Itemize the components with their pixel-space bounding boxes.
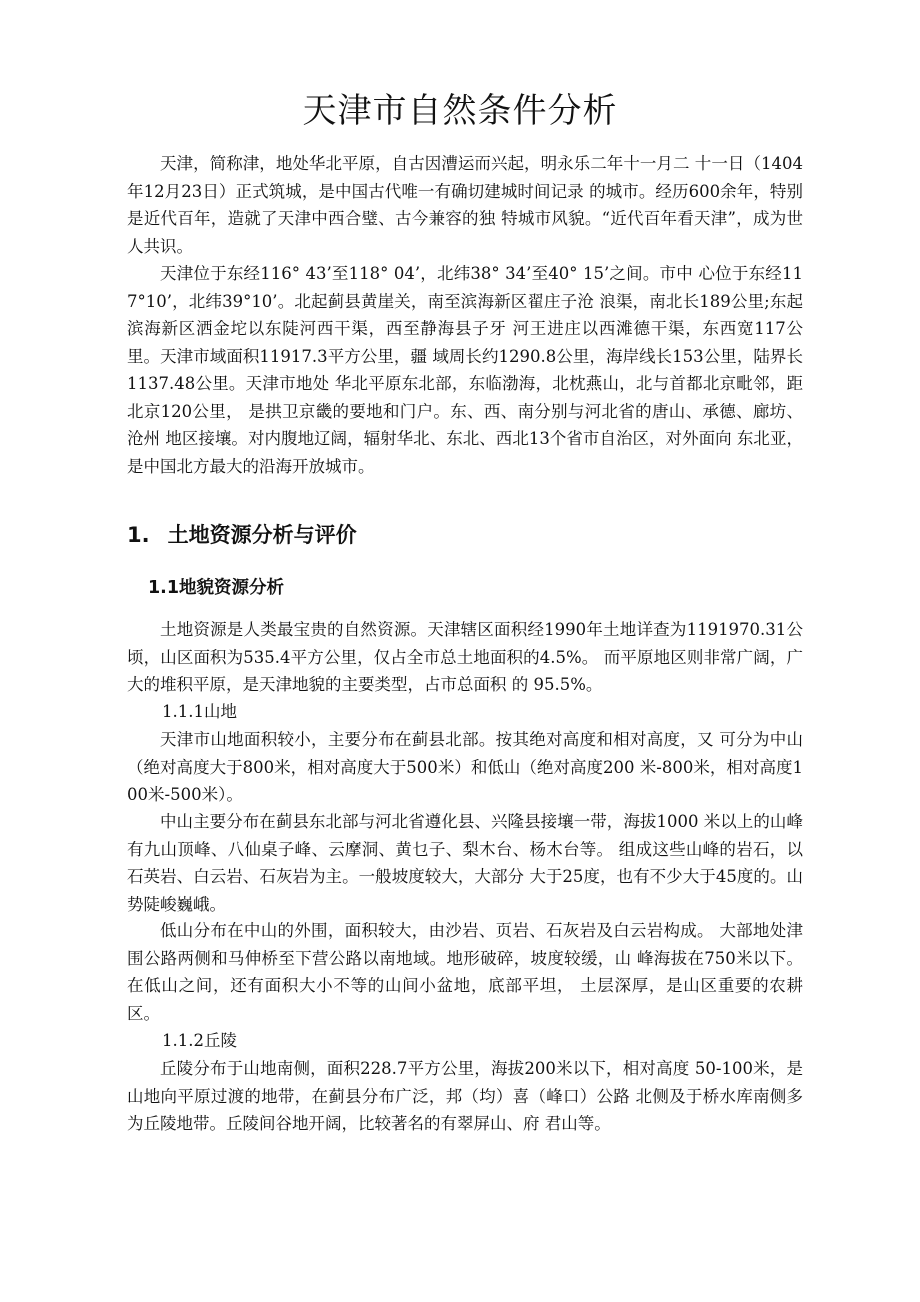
section-heading-1 bbox=[127, 518, 357, 552]
subsection-heading-1-1: 1.1地貌资源分析 bbox=[148, 578, 285, 598]
section-number: 1. bbox=[127, 523, 150, 547]
subsubsection-heading-hills: 1.1.2丘陵 bbox=[162, 1031, 237, 1050]
intro-paragraph-1: 天津，简称津，地处华北平原，自古因漕运而兴起，明永乐二年十一月二 十一日（1404年12月23日）正式筑城，是中国古代唯一有确切建城时间记录 的城市。经历600余年，特别是近代百年，造就了天津中西合璧、古今兼容的独 特城市风貌。“近代百年看天津”，成为世人共识。 bbox=[127, 154, 803, 256]
mountains-paragraph-1: 天津市山地面积较小，主要分布在蓟县北部。按其绝对高度和相对高度，又 可分为中山（绝对高度大于800米，相对高度大于500米）和低山（绝对高度200 米-800米，相对高度100米-500米）。 bbox=[127, 730, 803, 804]
page-title: 天津市自然条件分析 bbox=[302, 91, 618, 131]
mountains-paragraph-2: 中山主要分布在蓟县东北部与河北省遵化县、兴隆县接壤一带，海拔1000 米以上的山峰有九山顶峰、八仙桌子峰、云摩洞、黄乜子、梨木台、杨木台等。 组成这些山峰的岩石，以石英岩、白云岩、石灰岩为主。一般坡度较大，大部分 大于25度，也有不少大于45度的。山势陡峻巍峨。 bbox=[127, 812, 803, 914]
landform-paragraph: 土地资源是人类最宝贵的自然资源。天津辖区面积经1990年土地详查为1191970.31公顷，山区面积为535.4平方公里，仅占全市总土地面积的4.5%。 而平原地区则非常广阔，广大的堆积平原，是天津地貌的主要类型，占市总面积 的 95.5%。 bbox=[127, 620, 803, 694]
intro-paragraph-2: 天津位于东经116° 43’至118° 04’，北纬38° 34’至40° 15’之间。市中 心位于东经117°10’，北纬39°10’。北起蓟县黄崖关，南至滨海新区翟庄子沧 浪渠，南北长189公里;东起滨海新区洒金坨以东陡河西干渠，西至静海县子牙 河王进庄以西滩德干渠，东西宽117公里。天津市域面积11917.3平方公里，疆 域周长约1290.8公里，海岸线长153公里，陆界长1137.48公里。天津市地处 华北平原东北部，东临渤海，北枕燕山，北与首都北京毗邻，距北京120公里， 是拱卫京畿的要地和门户。东、西、南分别与河北省的唐山、承德、廊坊、沧州 地区接壤。对内腹地辽阔，辐射华北、东北、西北13个省市自治区，对外面向 东北亚，是中国北方最大的沿海开放城市。 bbox=[127, 264, 803, 476]
subsubsection-heading-mountains: 1.1.1山地 bbox=[162, 702, 237, 721]
hills-paragraph: 丘陵分布于山地南侧，面积228.7平方公里，海拔200米以下，相对高度 50-100米，是山地向平原过渡的地带，在蓟县分布广泛，邦（均）喜（峰口）公路 北侧及于桥水库南侧多为丘陵地带。丘陵间谷地开阔，比较著名的有翠屏山、府 君山等。 bbox=[127, 1059, 803, 1133]
mountains-paragraph-3: 低山分布在中山的外围，面积较大，由沙岩、页岩、石灰岩及白云岩构成。 大部地处津围公路两侧和马伸桥至下营公路以南地域。地形破碎，坡度较缓，山 峰海拔在750米以下。在低山之间，还有面积大小不等的山间小盆地，底部平坦， 土层深厚，是山区重要的农耕区。 bbox=[127, 921, 803, 1023]
section-title: 土地资源分析与评价 bbox=[167, 523, 357, 547]
